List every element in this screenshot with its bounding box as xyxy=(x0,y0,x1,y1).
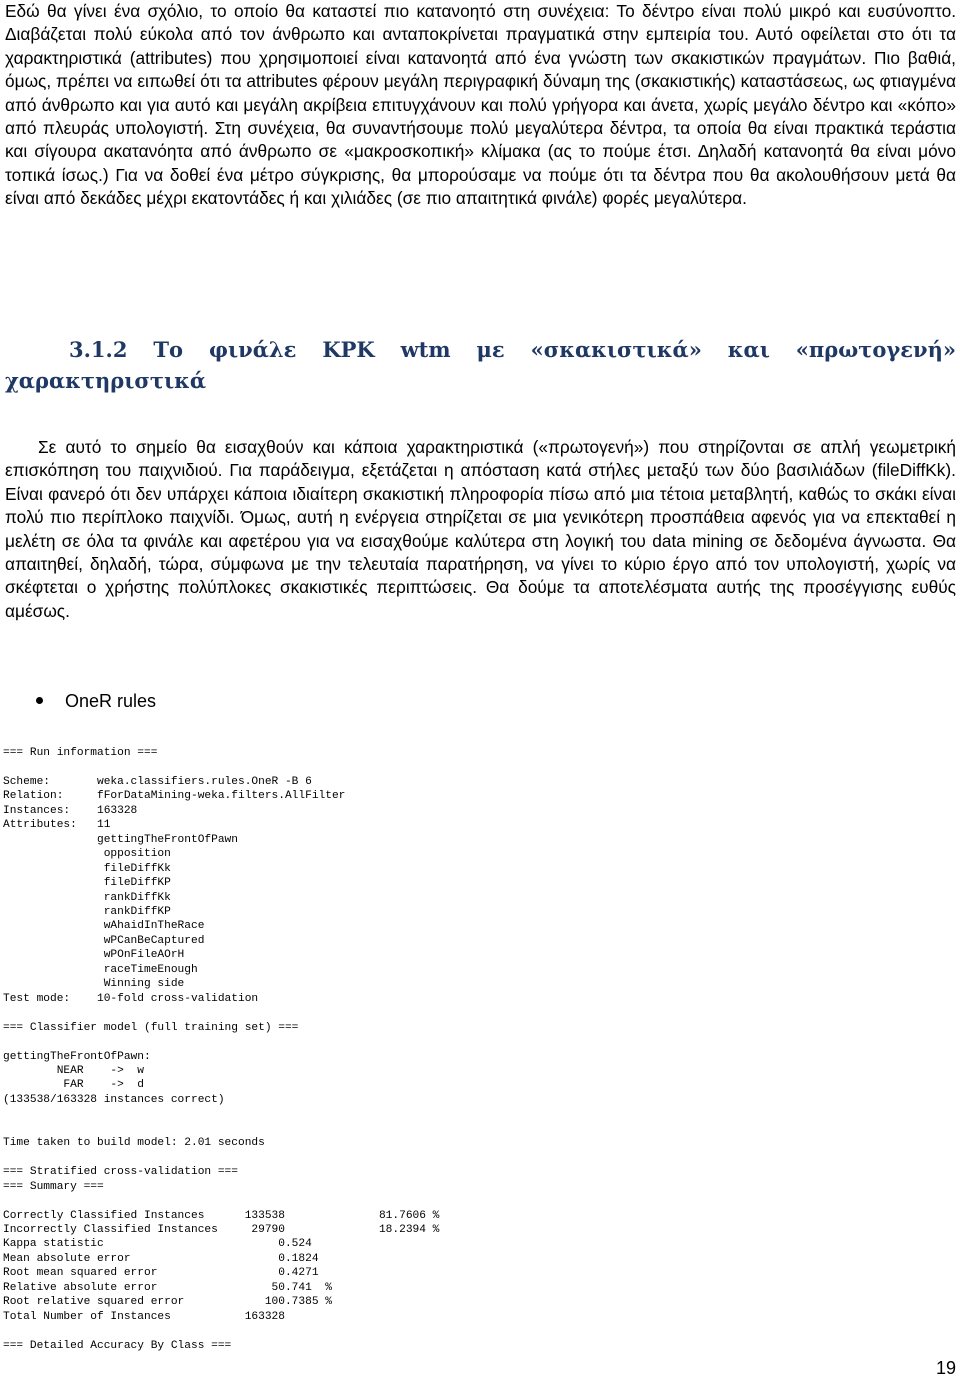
intro-paragraph: Εδώ θα γίνει ένα σχόλιο, το οποίο θα καταστεί πιο κατανοητό στη συνέχεια: Το δέντρο είναι πολύ μικρό και ευσύνοπτο. Διαβάζεται πολύ εύκολα από τον άνθρωπο και ανταποκρίνεται πραγματικά στην εμπειρία του. Αυτό οφείλεται στο ότι τα χαρακτηριστικά (attributes) που χρησιμοποιεί είναι κατανοητά από ένα γνώστη των σκακιστικών πραγμάτων. Πιο βαθιά, όμως, πρέπει να ειπωθεί ότι τα attributes φέρουν μεγάλη περιγραφική δύναμη της (σκακιστικής) καταστάσεως, ως φτιαγμένα από άνθρωπο και για αυτό και μεγάλη ακρίβεια επιτυγχάνουν και πολύ γρήγορα και άνετα, χωρίς μεγάλο δέντρο και «κόπο» από πλευράς υπολογιστή. Στη συνέχεια, θα συναντήσουμε πολύ μεγαλύτερα δέντρα, τα οποία θα είναι πρακτικά τεράστια και σίγουρα ακατανόητα από άνθρωπο σε «μακροσκοπική» κλίμακα (ας το πούμε έτσι. Δηλαδή κατανοητά θα είναι μόνο τοπικά ίσως.) Για να δοθεί ένα μέτρο σύγκρισης, θα μπορούσαμε να πούμε ότι τα δέντρα που θα ακολουθήσουν μετά θα είναι από δεκάδες μέχρι εκατοντάδες ή και χιλιάδες (σε πιο απαιτητικά φινάλε) φορές μεγαλύτερα. xyxy=(5,1,956,209)
body-paragraph: Σε αυτό το σημείο θα εισαχθούν και κάποια χαρακτηριστικά («πρωτογενή») που στηρίζονται σε απλή γεωμετρική επισκόπηση του παιχνιδιού. Για παράδειγμα, εξετάζεται η απόσταση κατά στήλες μεταξύ των δύο βασιλιάδων (fileDiffKk). Είναι φανερό ότι δεν υπάρχει κάποια ιδιαίτερη σκακιστική πληροφορία πίσω από μια τέτοια μεταβλητή, καθώς το σκάκι είναι πολύ πιο περίπλοκο παιχνίδι. Όμως, αυτή η ενέργεια στηρίζεται σε μια γενικότερη προσπάθεια αφενός για να επεκταθεί η μελέτη σε όλα τα φινάλε και αφετέρου για να εισαχθούμε καλύτερα στη λογική του data mining σε δεδομένα άγνωστα. Θα απαιτηθεί, δηλαδή, τώρα, σύμφωνα με την τελευταία παρατήρηση, να γίνει το κύριο έργο από τον υπολογιστή, χωρίς να σκέφτεται ο χρήστης πολύπλοκες σκακιστικές περιπτώσεις. Θα δούμε τα αποτελέσματα αυτής της προσέγγισης ευθύς αμέσως. xyxy=(5,437,956,621)
weka-output: === Run information === Scheme: weka.classifiers.rules.OneR -B 6 Relation: fForDataMining-weka.filters.AllFilter Instances: 163328 Attributes: 11 gettingTheFrontOfPawn opposition fileDiffKk fileDiffKP rankDiffKk rankDiffKP wAhaidInTheRace wPCanBeCaptured wPOnFileAOrH raceTimeEnough Winning side Test mode: 10-fold cross-validation === Classifier model (full training set) === gettingTheFrontOfPawn: NEAR -> w FAR -> d (133538/163328 instances correct) Time taken to build model: 2.01 seconds === Stratified cross-validation === === Summary === Correctly Classified Instances 133538 81.7606 % Incorrectly Classified Instances 29790 18.2394 % Kappa statistic 0.524 Mean absolute error 0.1824 Root mean squared error 0.4271 Relative absolute error 50.741 % Root relative squared error 100.7385 % Total Number of Instances 163328 === Detailed Accuracy By Class === xyxy=(3,747,440,1352)
bullet-dot-icon xyxy=(36,697,43,704)
page-number: 19 xyxy=(935,1358,956,1378)
section-heading: 3.1.2 Το φινάλε ΚΡΚ wtm με «σκακιστικά» και «πρωτογενή» χαρακτηριστικά xyxy=(5,337,956,393)
bullet-label: OneR rules xyxy=(65,691,157,711)
bullet-item xyxy=(36,690,156,712)
